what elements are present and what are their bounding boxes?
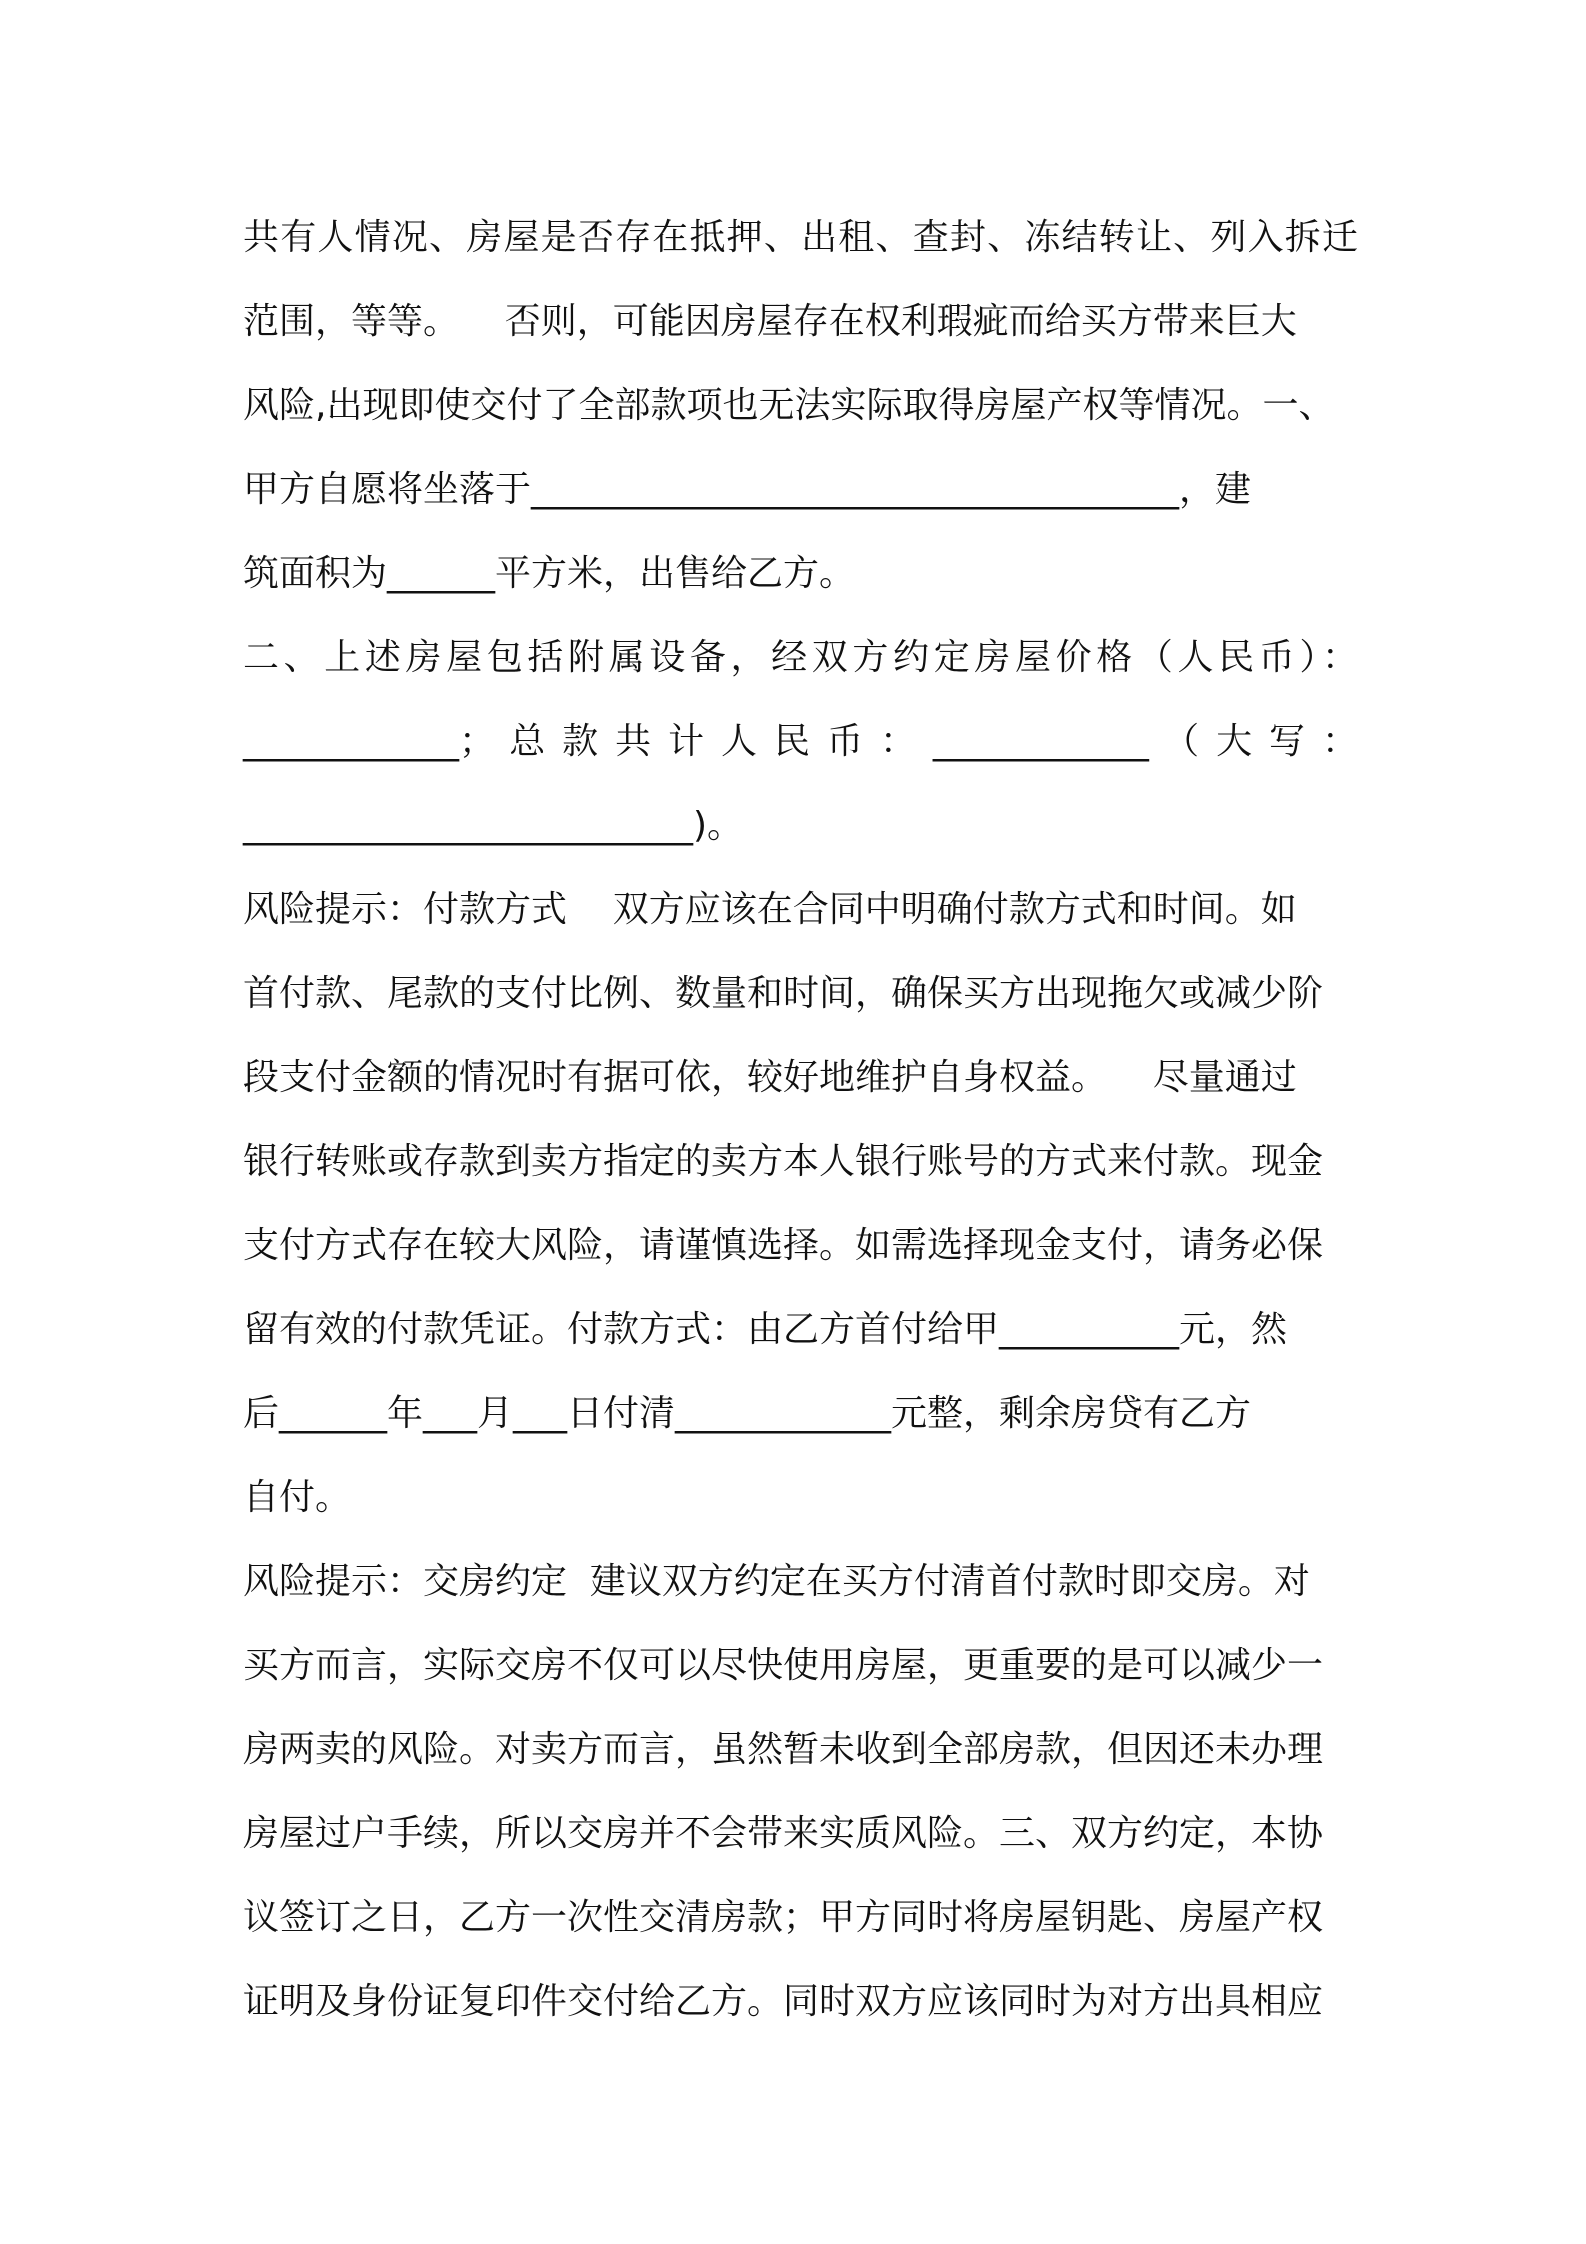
text-line: 自付。 bbox=[243, 1477, 352, 1518]
text-line: 房屋过户手续，所以交房并不会带来实质风险。三、双方约定，本协 bbox=[243, 1813, 1324, 1854]
text-line: 留有效的付款凭证。付款方式：由乙方首付给甲__________元，然 bbox=[243, 1309, 1288, 1350]
text-line: 共有人情况、房屋是否存在抵押、出租、查封、冻结转让、列入拆迁 bbox=[243, 217, 1358, 258]
text-line: _________________________)。 bbox=[243, 805, 744, 846]
text-line: 后______年___月___日付清____________元整，剩余房贷有乙方 bbox=[243, 1393, 1252, 1434]
text-line: 风险提示：交房约定 建议双方约定在买方付清首付款时即交房。对 bbox=[243, 1561, 1310, 1602]
text-line: 风险提示：付款方式 双方应该在合同中明确付款方式和时间。如 bbox=[243, 889, 1297, 930]
text-line: 二、上述房屋包括附属设备，经双方约定房屋价格（人民币）： bbox=[243, 637, 1358, 678]
text-line: 议签订之日，乙方一次性交清房款；甲方同时将房屋钥匙、房屋产权 bbox=[243, 1897, 1324, 1938]
text-line: 首付款、尾款的支付比例、数量和时间，确保买方出现拖欠或减少阶 bbox=[243, 973, 1324, 1014]
contract-body-text bbox=[243, 196, 1358, 2044]
text-line: 风险,出现即使交付了全部款项也无法实际取得房屋产权等情况。一、 bbox=[243, 385, 1335, 426]
text-line: 支付方式存在较大风险，请谨慎选择。如需选择现金支付，请务必保 bbox=[243, 1225, 1324, 1266]
text-line: 范围，等等。 否则，可能因房屋存在权利瑕疵而给买方带来巨大 bbox=[243, 301, 1297, 342]
text-line: 甲方自愿将坐落于____________________________________，建 bbox=[243, 469, 1252, 510]
text-line: 买方而言，实际交房不仅可以尽快使用房屋，更重要的是可以减少一 bbox=[243, 1645, 1324, 1686]
text-line: 证明及身份证复印件交付给乙方。同时双方应该同时为对方出具相应 bbox=[243, 1981, 1324, 2022]
text-line: 银行转账或存款到卖方指定的卖方本人银行账号的方式来付款。现金 bbox=[243, 1141, 1324, 1182]
text-line: ____________； 总 款 共 计 人 民 币 ： ____________ （ 大 写 ： bbox=[243, 721, 1358, 762]
text-line: 段支付金额的情况时有据可依，较好地维护自身权益。 尽量通过 bbox=[243, 1057, 1297, 1098]
text-line: 筑面积为______平方米，出售给乙方。 bbox=[243, 553, 856, 594]
text-line: 房两卖的风险。对卖方而言，虽然暂未收到全部房款，但因还未办理 bbox=[243, 1729, 1324, 1770]
